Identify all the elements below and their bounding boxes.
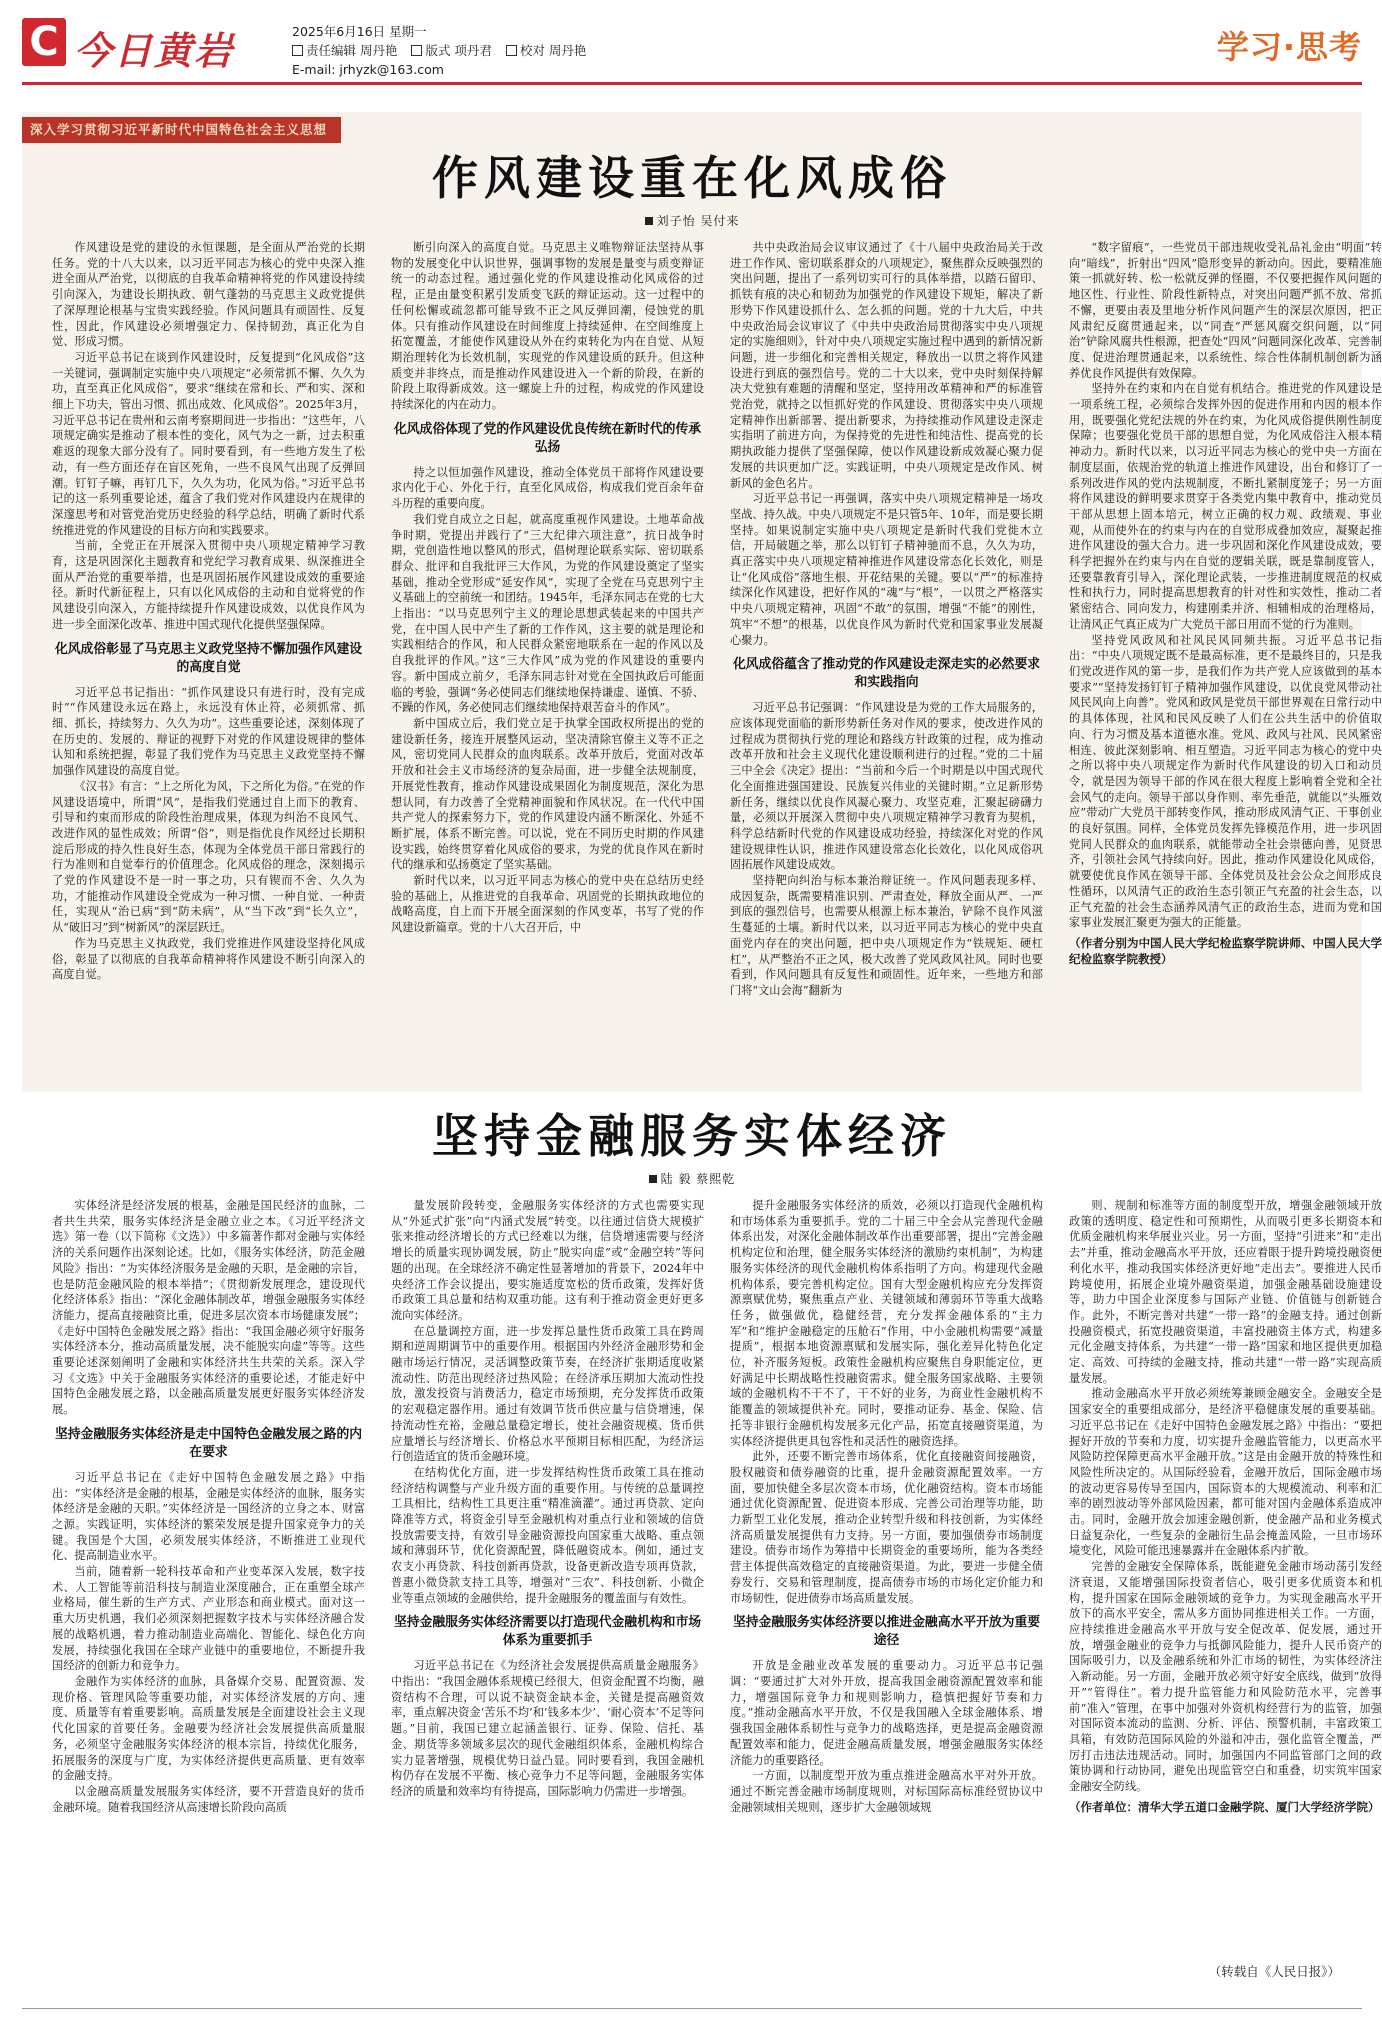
subheading: 化风成俗体现了党的作风建设优良传统在新时代的传承弘扬: [393, 421, 702, 455]
article-1-byline: [22, 212, 1362, 229]
subheading: 坚持金融服务实体经济要以推进金融高水平开放为重要途径: [732, 1615, 1041, 1649]
paragraph: 习近平总书记一再强调，落实中央八项规定精神是一场攻坚战、持久战。中央八项规定不是只管5年、10年，而是要长期坚持。如果说制定实施中央八项规定是新时代我们党徙木立信，开局破题之举，那么以钉钉子精神驰而不息，久久为功，真正落实中央八项规定精神推进作风建设常态化长效化，则是让“化风成俗”落地生根、开花结果的关键。要以“严”的标准持续深化作风建设，把好作风的“魂”与“根”，一以贯之严格落实中央八项规定精神，巩固“不敢”的氛围，增强“不能”的刚性，筑牢“不想”的根基，以优良作风为新时代党和国家事业发展凝心聚力。: [730, 492, 1043, 647]
paragraph: 共中央政治局会议审议通过了《十八届中央政治局关于改进工作作风、密切联系群众的八项规定》，聚焦群众反映强烈的突出问题，提出了一系列切实可行的具体举措，以踏石留印、抓铁有痕的决心和韧劲为加强党的作风建设下规矩，解决了新形势下作风建设抓什么、怎么抓的问题。党的十九大后，中共中央政治局会议审议了《中共中央政治局贯彻落实中央八项规定的实施细则》，针对中央八项规定实施过程中遇到的新情况新问题，进一步细化和完善相关规定，释放出一以贯之将作风建设进行到底的强烈信号。党的二十大以来，党中央时刻保持解决大党独有难题的清醒和坚定，坚持用改革精神和严的标准管党治党，就持之以恒抓好党的作风建设、贯彻落实中央八项规定精神作出新部署、提出新要求，为持续推动作风建设走深走实指明了前进方向，为保持党的先进性和纯洁性、提高党的长期执政能力提供了坚强保障，使以作风建设新成效凝心聚力促发展的共识更加广泛。实践证明，中央八项规定是改作风、树新风的金色名片。: [730, 241, 1043, 490]
article-2-col-1: [52, 1198, 365, 1966]
paragraph: 坚持外在约束和内在自觉有机结合。推进党的作风建设是一项系统工程，必须综合发挥外因的促进作用和内因的根本作用，既要强化党纪法规的外在约束，为化风成俗提供刚性制度保障；也要强化党员干部的思想自觉，为化风成俗注入根本精神动力。新时代以来，以习近平同志为核心的党中央一方面在制度层面，依规治党的轨道上推进作风建设，出台和修订了一系列改进作风的党内法规制度，不断扎紧制度笼子；另一方面将作风建设的鲜明要求贯穿于各类党内集中教育中，推动党员干部从思想上固本培元，树立正确的权力观、政绩观、事业观，从而使外在的约束与内在的自觉形成叠加效应，凝聚起推进作风建设的强大合力。进一步巩固和深化作风建设成效，要科学把握外在约束与内在自觉的逻辑关联，既是靠制度管人，还要靠教育引导入，深化理论武装，一步推进制度规范的权威性和执行力，同时提高思想教育的针对性和实效性，推动二者紧密结合、同向发力，构建刚柔并济、相辅相成的治理格局，让清风正气真正成为广大党员干部日用而不觉的行为准则。: [1069, 382, 1382, 631]
paragraph: “数字留痕”，一些党员干部违规收受礼品礼金由“明面”转向“暗线”，折射出“四风”隐形变异的新动向。因此，要精准施策一抓就好转、松一松就反弹的怪圈，不仅要把握作风问题的地区性、行业性、阶段性新特点，对突出问题严抓不放、常抓不懈，更要由表及里地分析作风问题产生的深层次原因，把正风肃纪反腐贯通起来，以“同查”严惩风腐交织问题，以“同治”铲除风腐共性根源，把查处“四风”问题同深化改革、完善制度、促进治理贯通起来，以系统性、综合性体制机制创新为涵养优良作风提供有效保障。: [1069, 241, 1382, 380]
author-note: （作者分别为中国人民大学纪检监察学院讲师、中国人民大学纪检监察学院教授）: [1069, 935, 1382, 966]
checkbox-icon: [292, 45, 303, 56]
byline-marker-icon: [649, 1175, 657, 1183]
article-2-col-4: [1069, 1198, 1382, 1966]
paragraph: 提升金融服务实体经济的质效，必须以打造现代金融机构和市场体系为重要抓手。党的二十届三中全会从完善现代金融体系出发，对深化金融体制改革作出重要部署，提出“完善金融机构定位和治理，健全服务实体经济的激励约束机制”，为构建服务实体经济的现代金融机构体系指明了方向。构建现代金融机构体系，要完善机构定位。国有大型金融机构应充分发挥资源禀赋优势，聚焦重点产业、关键领域和薄弱环节等重大战略任务，做强做优，稳健经营，充分发挥金融体系的“主力军”和“维护金融稳定的压舱石”作用，中小金融机构需要“减量提质”，根据本地资源禀赋和发展实际，强化差异化特色化定位，补齐服务短板。政策性金融机构应聚焦自身职能定位，更好满足中长期战略性投融资需求。健全服务国家战略、主要领域的金融机构不干不了，干不好的业务，为商业性金融机构不能覆盖的领域提供补充。同时，要推动证券、基金、保险、信托等非银行金融机构发展多元化产品，拓宽直接融资渠道，为实体经济提供更具包容性和灵活性的融资选择。: [730, 1199, 1043, 1448]
edition-meta: [292, 22, 596, 79]
issue-date: 2025年6月16日 星期一: [292, 24, 427, 39]
paragraph: 在结构优化方面，进一步发挥结构性货币政策工具在推动经济结构调整与产业升级方面的重要作用。与传统的总量调控工具相比，结构性工具更注重“精准滴灌”。通过再贷款、定向降准等方式，将资金引导至金融机构对重点行业和领域的信贷投放需要支持，有效引导金融资源投向国家重大战略、重点领域和薄弱环节，优化资源配置，降低融资成本。例如，通过支农支小再贷款、科技创新再贷款，设备更新改造专项再贷款，普惠小微贷款支持工具等，增强对“三农”、科技创新、小微企业等重点领域的金融供给，提升金融服务的覆盖面与有效性。: [391, 1465, 704, 1605]
article-2: [22, 1092, 1382, 1992]
paragraph: 作为马克思主义执政党，我们党推进作风建设坚持化风成俗，彰显了以彻底的自我革命精神将作风建设不断引向深入的高度自觉。: [52, 936, 365, 982]
paragraph: 习近平总书记在《走好中国特色金融发展之路》中指出：“实体经济是金融的根基，金融是实体经济的血脉，服务实体经济是金融的天职。”实体经济是一国经济的立身之本、财富之源。实践证明，实体经济的繁荣发展是提升国家竞争力的关键。我国是个大国，必须发展实体经济，不断推进工业现代化、提高制造业水平。: [52, 1470, 365, 1563]
article-2-byline: [22, 1170, 1362, 1187]
article-1-columns: [52, 240, 1382, 1078]
article-2-columns: [52, 1198, 1382, 1966]
paragraph: 断引向深入的高度自觉。马克思主义唯物辩证法坚持从事物的发展变化中认识世界，强调事物的发展是量变与质变辩证统一的动态过程。通过强化党的作风建设推动化风成俗的过程，正是由量变积累引发质变飞跃的辩证运动。这一过程中的任何松懈或疏忽都可能导致不正之风反弹回潮，侵蚀党的肌体。只有推动作风建设在时间维度上持续延伸、在空间维度上拓宽覆盖，才能使作风建设从外在约束转化为内在自觉、从短期治理转化为长效机制，实现党的作风建设质的跃升。但这种质变并非终点，而是推动作风建设进入一个新的阶段，在新的阶段上取得新成效。这一螺旋上升的过程，构成党的作风建设持续深化的内在动力。: [391, 241, 704, 412]
masthead: [22, 18, 1362, 88]
paragraph: 则、规制和标准等方面的制度型开放，增强金融领域开放政策的透明度、稳定性和可预期性，从而吸引更多长期资本和优质金融机构来华展业兴业。另一方面，坚持“引进来”和“走出去”并重，推动金融高水平开放，还应着眼于提升跨境投融资便利化水平，推动我国实体经济更好地“走出去”。要推进人民币跨境使用，拓展企业境外融资渠道，加强金融基础设施建设等，助力中国企业深度参与国际产业链、价值链与创新链合作。此外，不断完善对共建“一带一路”的金融支持。通过创新投融资模式，拓宽投融资渠道，丰富投融资主体方式，构建多元化金融支持体系，为共建“一带一路”国家和地区提供更加稳定、高效、可持续的金融支持，推动共建“一带一路”实现高质量发展。: [1069, 1199, 1382, 1385]
editor-credit: 责任编辑 周丹艳: [306, 43, 398, 58]
paragraph: 作风建设是党的建设的永恒课题，是全面从严治党的长期任务。党的十八大以来，以习近平同志为核心的党中央深入推进全面从严治党，以彻底的自我革命精神将党的作风建设持续引向深入，为建设长期执政、朝气蓬勃的马克思主义政党提供了深厚理论根基与宝贵实践经验。作风问题具有顽固性、反复性，因此，作风建设必须增强定力、保持韧劲，真正化为自觉、形成习惯。: [52, 241, 365, 349]
article-1-col-2: [391, 240, 704, 1078]
paragraph: 新中国成立后，我们党立足于执掌全国政权所提出的党的建设新任务，接连开展整风运动，坚决清除官僚主义等不正之风，密切党同人民群众的血肉联系。改革开放后，党面对改革开放和社会主义市场经济的复杂局面，进一步健全法规制度，开展党性教育，推动作风建设成果固化为制度规范，深化为思想认同，有力改善了全党精神面貌和作风状况。在一代代中国共产党人的探索努力下，党的作风建设内涵不断深化、外延不断扩展，体系不断完善。可以说，党在不同历史时期的作风建设实践，始终贯穿着化风成俗的要求，为党的优良作风在新时代的继承和弘扬奠定了坚实基础。: [391, 716, 704, 872]
article-2-col-3: [730, 1198, 1043, 1966]
editor-row: [292, 41, 596, 60]
paragraph: 习近平总书记在谈到作风建设时，反复提到“化风成俗”这一关键词，强调制定实施中央八项规定“必须常抓不懈、久久为功，直至真正化风成俗”，要求“继续在常和长、严和实、深和细上下功夫，管出习惯、抓出成效、化风成俗”。2025年3月，习近平总书记在贵州和云南考察期间进一步指出：“这些年，八项规定确实是推动了根本性的变化，风气为之一新，过去积重难返的现象大部分没有了。同时要看到，有一些地方发生了松动，有一些方面还存在盲区死角，一些不良风气出现了反弹回潮。钉钉子嘛，再钉几下，久久为功，化风为俗。”习近平总书记的这一系列重要论述，蕴含了我们党对作风建设内在规律的深邃思考和对管党治党历史经验的科学总结，明确了新时代系统推进党的作风建设的目标方向和实践要求。: [52, 350, 365, 537]
article-2-title: 坚持金融服务实体经济: [432, 1109, 952, 1163]
paragraph: 一方面，以制度型开放为重点推进金融高水平对外开放。通过不断完善金融市场制度规则，对标国际高标准经贸协议中金融领域相关规则，逐步扩大金融领域规: [730, 1769, 1043, 1814]
subheading: 化风成俗蕴含了推动党的作风建设走深走实的必然要求和实践指向: [732, 657, 1041, 691]
logo-text: 今日黄岩: [74, 28, 235, 73]
subheading: 化风成俗彰显了马克思主义政党坚持不懈加强作风建设的高度自觉: [54, 641, 363, 675]
checkbox-icon: [411, 45, 422, 56]
layout-credit: 版式 项丹君: [425, 43, 492, 58]
byline-marker-icon: [645, 217, 653, 225]
article-2-authors: 陆 毅 蔡熙乾: [660, 1172, 736, 1186]
article-1-col-3: [730, 240, 1043, 1078]
article-1-authors: 刘子怡 吴付来: [656, 214, 740, 228]
bottom-rule: [22, 2008, 1362, 2009]
paragraph: 量发展阶段转变，金融服务实体经济的方式也需要实现从“外延式扩张”向“内涵式发展”转变。以往通过信贷大规模扩张来推动经济增长的方式已经难以为继，信贷增速需要与经济增长的质量实现协调发展，防止“脱实向虚”或“金融空转”等问题的出现。在全球经济不确定性显著增加的背景下，2024年中央经济工作会议提出，要实施适度宽松的货币政策，发挥好货币政策工具总量和结构双重功能。这有利于推动资金更好更多流向实体经济。: [391, 1199, 704, 1322]
paragraph: 在总量调控方面，进一步发挥总量性货币政策工具在跨周期和逆周期调节中的重要作用。根据国内外经济金融形势和金融市场运行情况，灵活调整政策节奏，在经济扩张期适度收紧流动性、防范出现经济过热风险；在经济承压期加大流动性投放，激发投资与消费活力，稳定市场预期，充分发挥货币政策的宏观稳定器作用。通过有效调节货币供应量与信贷增速，保持流动性充裕，金融总量稳定增长，使社会融资规模、货币供应量增长与经济增长、价格总水平预期目标相匹配，为经济运行创造适宜的货币金融环境。: [391, 1324, 704, 1464]
article-1: [22, 112, 1382, 1092]
masthead-rule: [22, 82, 1362, 85]
paragraph: 新时代以来，以习近平同志为核心的党中央在总结历史经验的基础上，从推进党的自我革命、巩固党的长期执政地位的战略高度，自上而下开展全面深刻的作风变革，书写了党的作风建设新篇章。党的十八大召开后，中: [391, 874, 704, 935]
paragraph: 以金融高质量发展服务实体经济，要不开营造良好的货币金融环境。随着我国经济从高速增长阶段向高质: [52, 1784, 365, 1814]
paragraph: 我们党自成立之日起，就高度重视作风建设。土地革命战争时期，党提出并践行了“三大纪律六项注意”，抗日战争时期，党创造性地以整风的形式，倡树理论联系实际、密切联系群众、批评和自我批评三大作风，为党的作风建设奠定了坚实基础，推动全党形成“延安作风”，实现了全党在马克思列宁主义基础上的空前统一和团结。1945年，毛泽东同志在党的七大上指出：“以马克思列宁主义的理论思想武装起来的中国共产党，在中国人民中产生了新的工作作风，这主要的就是理论和实践相结合的作风，和人民群众紧密地联系在一起的作风以及自我批评的作风。”这“三大作风”成为党的作风建设的重要内容。新中国成立前夕，毛泽东同志针对党在全国执政后可能面临的考验，强调“务必使同志们继续地保持谦虚、谨慎、不骄、不躁的作风，务必使同志们继续地保持艰苦奋斗的作风”。: [391, 512, 704, 715]
paragraph: 此外，还要不断完善市场体系，优化直接融资间接融资，股权融资和债券融资的比重，提升金融资源配置效率。一方面，要加快健全多层次资本市场，优化融资结构。资本市场能通过优化资源配置、促进资本形成、完善公司治理等功能，助力新型工业化发展，推动企业转型升级和科技创新，为实体经济高质量发展提供有力支持。另一方面，要加强债券市场制度建设。债券市场作为筹措中长期资金的重要场所，能为各类经营主体提供高效稳定的直接融资渠道。为此，要进一步健全债券发行、交易和管理制度，提高债券市场的市场化定价能力和市场韧性，促进债券市场高质量发展。: [730, 1450, 1043, 1605]
checkbox-icon: [506, 45, 517, 56]
subheading: 坚持金融服务实体经济需要以打造现代金融机构和市场体系为重要抓手: [393, 1615, 702, 1649]
paragraph: 当前，全党正在开展深入贯彻中央八项规定精神学习教育，这是巩固深化主题教育和党纪学习教育成果、纵深推进全面从严治党的重要举措，也是巩固拓展作风建设成效的重要途径。新时代新征程上，只有以化风成俗的主动和自觉将党的作风建设引向深入，方能持续提升作风建设成效，以优良作风为进一步全面深化改革、推进中国式现代化提供坚强保障。: [52, 539, 365, 631]
paragraph: 习近平总书记在《为经济社会发展提供高质量金融服务》中指出：“我国金融体系规模已经很大，但资金配置不均衡，融资结构不合理，可以说不缺资金缺本金，关键是提高融资效率，重点解决资金‘苦乐不均’和‘钱多本少’、‘耐心资本’不足等问题。”目前，我国已建立起涵盖银行、证券、保险、信托、基金、期货等多领域多层次的现代金融组织体系，金融机构综合实力显著增强，规模优势日益凸显。同时要看到，我国金融机构仍存在发展不平衡、核心竞争力不足等问题，金融服务实体经济的质量和效率均有待提高，国际影响力仍需进一步增强。: [391, 1659, 704, 1798]
author-note: （作者单位：清华大学五道口金融学院、厦门大学经济学院）: [1069, 1799, 1380, 1814]
paragraph: 金融作为实体经济的血脉，具备媒介交易、配置资源、发现价格、管理风险等重要功能，对实体经济发展的方向、速度、质量等有着重要影响。高质量发展是全面建设社会主义现代化国家的首要任务。金融要为经济社会发展提供高质量服务，必须坚守金融服务实体经济的根本宗旨，持续优化服务，拓展服务的深度与广度，为实体经济提供更高质量、更有效率的金融支持。: [52, 1674, 365, 1783]
paragraph: 坚持党风政风和社风民风同频共振。习近平总书记指出：“中央八项规定既不是最高标准，更不是最终目的，只是我们党改进作风的第一步，是我们作为共产党人应该做到的基本要求”“坚持发扬钉钉子精神加强作风建设，以优良党风带动社风民风向上向善”。党风和政风是党员干部世界观在日常行动中的具体体现，社风和民风反映了人们在公共生活中的价值取向、行为习惯及基本道德水准。党风、政风与社风、民风紧密相连、彼此深刻影响、相互塑造。习近平同志为核心的党中央之所以将中央八项规定作为新时代作风建设的切入口和动员令，就是因为领导干部的作风在很大程度上影响着全党和全社会风气的走向。领导干部以身作则、率先垂范，就能以“头雁效应”带动广大党员干部转变作风，推动形成风清气正、干事创业的良好氛围。同样，全体党员发挥先锋模范作用，进一步巩固党同人民群众的血肉联系，就能带动全社会崇德向善，见贤思齐，引领社会风气持续向好。因此，推动作风建设化风成俗，就要使优良作风在领导干部、全体党员及社会公众之间形成良性循环，以风清气正的政治生态引领正气充盈的社会生态，以正气充盈的社会生态涵养风清气正的政治生态，进而为党和国家事业发展汇聚更为强大的正能量。: [1069, 633, 1382, 930]
section-title: 学习·思考: [1216, 28, 1362, 66]
proofread-credit: 校对 周丹艳: [519, 43, 587, 58]
subheading: 坚持金融服务实体经济是走中国特色金融发展之路的内在要求: [54, 1426, 363, 1460]
paragraph: 习近平总书记强调：“作风建设是为党的工作大局服务的，应该体现党面临的新形势新任务对作风的要求，使改进作风的过程成为贯彻执行党的理论和路线方针政策的过程，成为推动改革开放和社会主义现代化建设顺利进行的过程。”党的二十届三中全会《决定》提出：“当前和今后一个时期是以中国式现代化全面推进强国建设、民族复兴伟业的关键时期。”立足新形势新任务，继续以优良作风凝心聚力、攻坚克难，汇聚起磅礴力量，必须以开展深入贯彻中央八项规定精神学习教育为契机，科学总结新时代党的作风建设成功经验，持续深化对党的作风建设规律性认识，推进作风建设常态化长效化，以化风成俗巩固拓展作风建设成效。: [730, 701, 1043, 872]
logo-letter: C: [22, 18, 66, 66]
paragraph: 《汉书》有言：“上之所化为风，下之所化为俗。”在党的作风建设语境中，所谓“风”，是指我们党通过自上而下的教育、引导和约束而形成的阶段性治理成果，体现为纠治不良风气、改进作风的显性成效；所谓“俗”，则是指优良作风经过长期积淀后形成的持久性良好生态，体现为全体党员干部日常践行的行为准则和自觉奉行的价值理念。化风成俗的理念，深刻揭示了党的作风建设不是一时一事之功，只有锲而不舍、久久为功，才能推动作风建设全党成为一种习惯、一种自觉、一种责任，实现从“治已病”到“防未病”，从“当下改”到“长久立”，从“破旧习”到“树新风”的深层跃迁。: [52, 779, 365, 935]
article-1-col-4: [1069, 240, 1382, 1078]
paragraph: 当前，随着新一轮科技革命和产业变革深入发展，数字技术、人工智能等前沿科技与制造业深度融合，正在重塑全球产业格局，催生新的生产方式、产业形态和商业模式。面对这一重大历史机遇，我们必须深刻把握数字技术与实体经济融合发展的战略机遇，着力推动制造业高端化、智能化、绿色化方向发展，持续强化我国在全球产业链中的重要地位，不断提升我国经济的创新力和竞争力。: [52, 1565, 365, 1673]
reprint-source: （转载自《人民日报》）: [1208, 1964, 1340, 1979]
contact-email: E-mail: jrhyzk@163.com: [292, 62, 444, 77]
paragraph: 开放是金融业改革发展的重要动力。习近平总书记强调：“要通过扩大对外开放，提高我国金融资源配置效率和能力，增强国际竞争力和规则影响力，稳慎把握好节奏和力度。”推动金融高水平开放，不仅是我国融入全球金融体系、增强我国金融体系韧性与竞争力的战略选择，更是提高金融资源配置效率和能力，促进金融高质量发展，增强金融服务实体经济能力的重要路径。: [730, 1659, 1043, 1767]
paragraph: 完善的金融安全保障体系，既能避免金融市场动荡引发经济衰退，又能增强国际投资者信心，吸引更多优质资本和机构，提升国家在国际金融领域的竞争力。为实现金融高水平开放下的高水平安全，需从多方面协同推进相关工作。一方面，应持续推进金融高水平开放与安全促改革、促发展，通过开放，增强金融业的竞争力与抵御风险能力，提升人民币资产的国际吸引力，以及金融系统和外汇市场的韧性，为实体经济注入新动能。另一方面，金融开放必须守好安全底线，做到“放得开”“管得住”。着力提升监管能力和风险防范水平，完善事前“准入”管理，在事中加强对外资机构经营行为的监管，加强对国际资本流动的监测、分析、评估、预警机制，丰富政策工具箱，有效防范国际风险的外溢和冲击，强化监管全覆盖，严厉打击违法违规活动。同时，加强国内不同监管部门之间的政策协调和行动协同，避免出现监管空白和重叠，切实筑牢国家金融安全防线。: [1069, 1560, 1382, 1794]
column-ribbon: 深入学习贯彻习近平新时代中国特色社会主义思想: [22, 117, 341, 143]
paragraph: 实体经济是经济发展的根基，金融是国民经济的血脉，二者共生共荣，服务实体经济是金融立业之本。《习近平经济文选》第一卷（以下简称《文选》）中多篇著作都对金融与实体经济的关系问题作出深刻论述。比如，《服务实体经济，防范金融风险》指出：“为实体经济服务是金融的天职，是金融的宗旨，也是防范金融风险的根本举措”；《贯彻新发展理念，建设现代化经济体系》指出：“深化金融体制改革，增强金融服务实体经济能力，提高直接融资比重，促进多层次资本市场健康发展”；《走好中国特色金融发展之路》指出：“我国金融必须守好服务实体经济本分，推动高质量发展，决不能脱实向虚”等等。这些重要论述深刻阐明了金融和实体经济共生共荣的关系。深入学习《文选》中关于金融服务实体经济的重要论述，才能走好中国特色金融发展之路，以金融高质量发展更好服务实体经济发展。: [52, 1199, 365, 1417]
paragraph: 持之以恒加强作风建设，推动全体党员干部将作风建设要求内化于心、外化于行，直至化风成俗，构成我们党百余年奋斗历程的重要向度。: [391, 465, 704, 511]
paragraph: 坚持靶向纠治与标本兼治辩证统一。作风问题表现多样、成因复杂，既需要精准识别、严肃查处，释放全面从严、一严到底的强烈信号，也需要从根源上标本兼治，铲除不良作风滋生蔓延的土壤。新时代以来，以习近平同志为核心的党中央直面党内存在的突出问题，把中央八项规定作为“铁规矩、硬杠杠”，从严整治不正之风，极大改善了党风政风社风。同时也要看到，作风问题具有反复性和顽固性。近年来，一些地方和部门将“文山会海”翻新为: [730, 874, 1043, 997]
article-1-title: 作风建设重在化风成俗: [432, 151, 952, 205]
paragraph: 习近平总书记指出：“抓作风建设只有进行时，没有完成时”“作风建设永远在路上，永远没有休止符，必须抓常、抓细、抓长，持续努力、久久为功”。这些重要论述，深刻体现了在历史的、发展的、辩证的视野下对党的作风建设规律的整体认知和系统把握，彰显了我们党作为马克思主义政党坚持不懈加强作风建设的高度自觉。: [52, 685, 365, 778]
article-1-col-1: [52, 240, 365, 1078]
paragraph: 推动金融高水平开放必须统筹兼顾金融安全。金融安全是国家安全的重要组成部分，是经济平稳健康发展的重要基础。习近平总书记在《走好中国特色金融发展之路》中指出：“要把握好开放的节奏和力度，切实提升金融监管能力，以更高水平风险防控保障更高水平金融开放。”这是由金融开放的特殊性和风险性所决定的。从国际经验看，金融开放后，国际金融市场的波动更容易传导至国内，国际资本的大规模流动、利率和汇率的剧烈波动等外部风险因素，都可能对国内金融体系造成冲击。同时，金融开放会加速金融创新，使金融产品和业务模式日益复杂化，一些复杂的金融衍生品会掩盖风险，一旦市场环境变化，风险可能迅速暴露并在金融体系内扩散。: [1069, 1387, 1382, 1558]
article-2-col-2: [391, 1198, 704, 1966]
